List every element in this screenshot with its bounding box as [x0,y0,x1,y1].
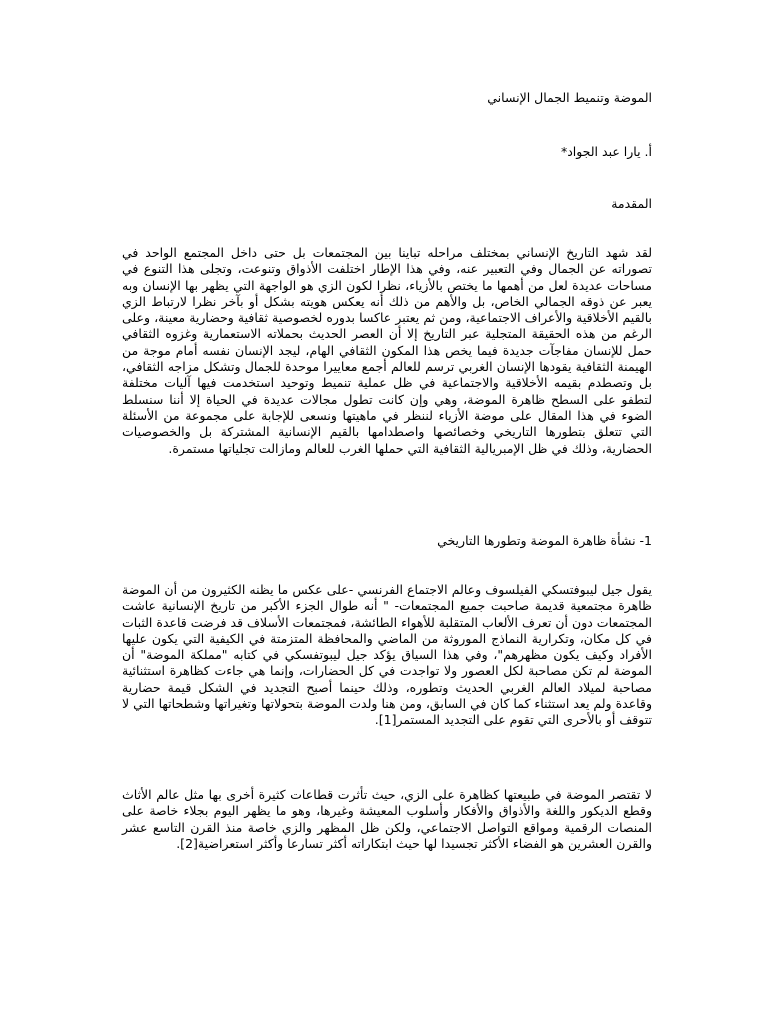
document-body [122,0,652,1024]
section1-paragraph-1: يقول جيل ليبوفتسكي الفيلسوف وعالم الاجتماع الفرنسي -على عكس ما يظنه الكثيرون من أن الموضة ظاهرة مجتمعية قديمة صاحبت جميع المجتمعات- " أنه طوال الجزء الأكبر من تاريخ الإنسانية عاشت المجتمعات دون أن تعرف الألعاب المتقلبة للأهواء الطائشة، فمجتمعات الأسلاف قد فرضت قاعدة الثبات في كل مكان، وتكرارية النماذج الموروثة من الماضي والمحافظة المتزمتة في الكيفية التي يكون عليها الأفراد وكيف يكون مظهرهم"، وفي هذا السياق يؤكد جيل ليبوتفسكي في كتابه "مملكة الموضة" أن الموضة لم تكن مصاحبة لكل العصور ولا تواجدت في كل الحضارات، وإنما هي جاءت كظاهرة استثنائية مصاحبة لميلاد العالم الغربي الحديث وتطوره، وذلك حينما أصبح التجديد في الشكل قيمة حضارية وقاعدة ولم يعد استثناء كما كان في السابق، ومن هنا ولدت الموضة بتحولاتها وتغيراتها وشطحاتها التي لا تتوقف أو بالأحرى التي تقوم على التجديد المستمر[1]. [122,582,652,728]
author-line: أ. يارا عبد الجواد* [560,144,652,159]
intro-heading: المقدمة [611,196,652,211]
section1-paragraph-2: لا تقتصر الموضة في طبيعتها كظاهرة على الزي، حيث تأثرت قطاعات كثيرة أخرى بها مثل عالم الأثاث وقطع الديكور واللغة والأذواق والأفكار وأسلوب المعيشة وغيرها، وهو ما يظهر اليوم بجلاء خاصة على المنصات الرقمية ومواقع التواصل الاجتماعي، ولكن ظل المظهر والزي خاصة منذ القرن التاسع عشر والقرن العشرين هو الفضاء الأكثر تجسيدا لها حيث ابتكاراته أكثر تسارعا وأكثر استعراضية[2]. [122,787,652,851]
intro-paragraph: لقد شهد التاريخ الإنساني بمختلف مراحله تباينا بين المجتمعات بل حتى داخل المجتمع الواحد في تصوراته عن الجمال وفي التعبير عنه، وفي هذا الإطار اختلفت الأذواق وتنوعت، وتجلى هذا التنوع في مساحات عديدة لعل من أهمها ما يختص بالأزياء، نظرا لكون الزي هو الواجهة التي يظهر بها الإنسان وبه يعبر عن ذوقه الجمالي الخاص، بل والأهم من ذلك أنه يعكس هويته بشكل أو بآخر نظرا لارتباط الزي بالقيم الأخلاقية والأعراف الاجتماعية، ومن ثم يعتبر عاكسا بدوره لخصوصية ثقافية وحضارية معينة، وعلى الرغم من هذه الحقيقة المتجلية عبر التاريخ إلا أن العصر الحديث بحملاته الاستعمارية وغزوه الثقافي حمل للإنسان مفاجآت جديدة فيما يخص هذا المكون الثقافي الهام، ليجد الإنسان نفسه أمام موجة من الهيمنة الثقافية يقودها الإنسان الغربي ترسم للعالم أجمع معاييرا موحدة للجمال وتشكل مزاجه الثقافي، بل وتصطدم بقيمه الأخلاقية والاجتماعية في ظل عملية تنميط وتوحيد استخدمت فيها آليات مختلفة لتطفو على السطح ظاهرة الموضة، وهي وإن كانت تطول مجالات عديدة في الحياة إلا أننا سنسلط الضوء في هذا المقال على موضة الأزياء لننظر في ماهيتها ونسعى للإجابة على مجموعة من الأسئلة التي تتعلق بتطورها التاريخي وخصائصها واصطدامها بالقيم الإنسانية المشتركة بل والخصوصيات الحضارية، وذلك في ظل الإمبريالية الثقافية التي حملها الغرب للعالم ومازالت تجلياتها مستمرة. [122,245,652,456]
document-title: الموضة وتنميط الجمال الإنساني [487,90,652,105]
section1-heading: 1- نشأة ظاهرة الموضة وتطورها التاريخي [437,533,652,548]
